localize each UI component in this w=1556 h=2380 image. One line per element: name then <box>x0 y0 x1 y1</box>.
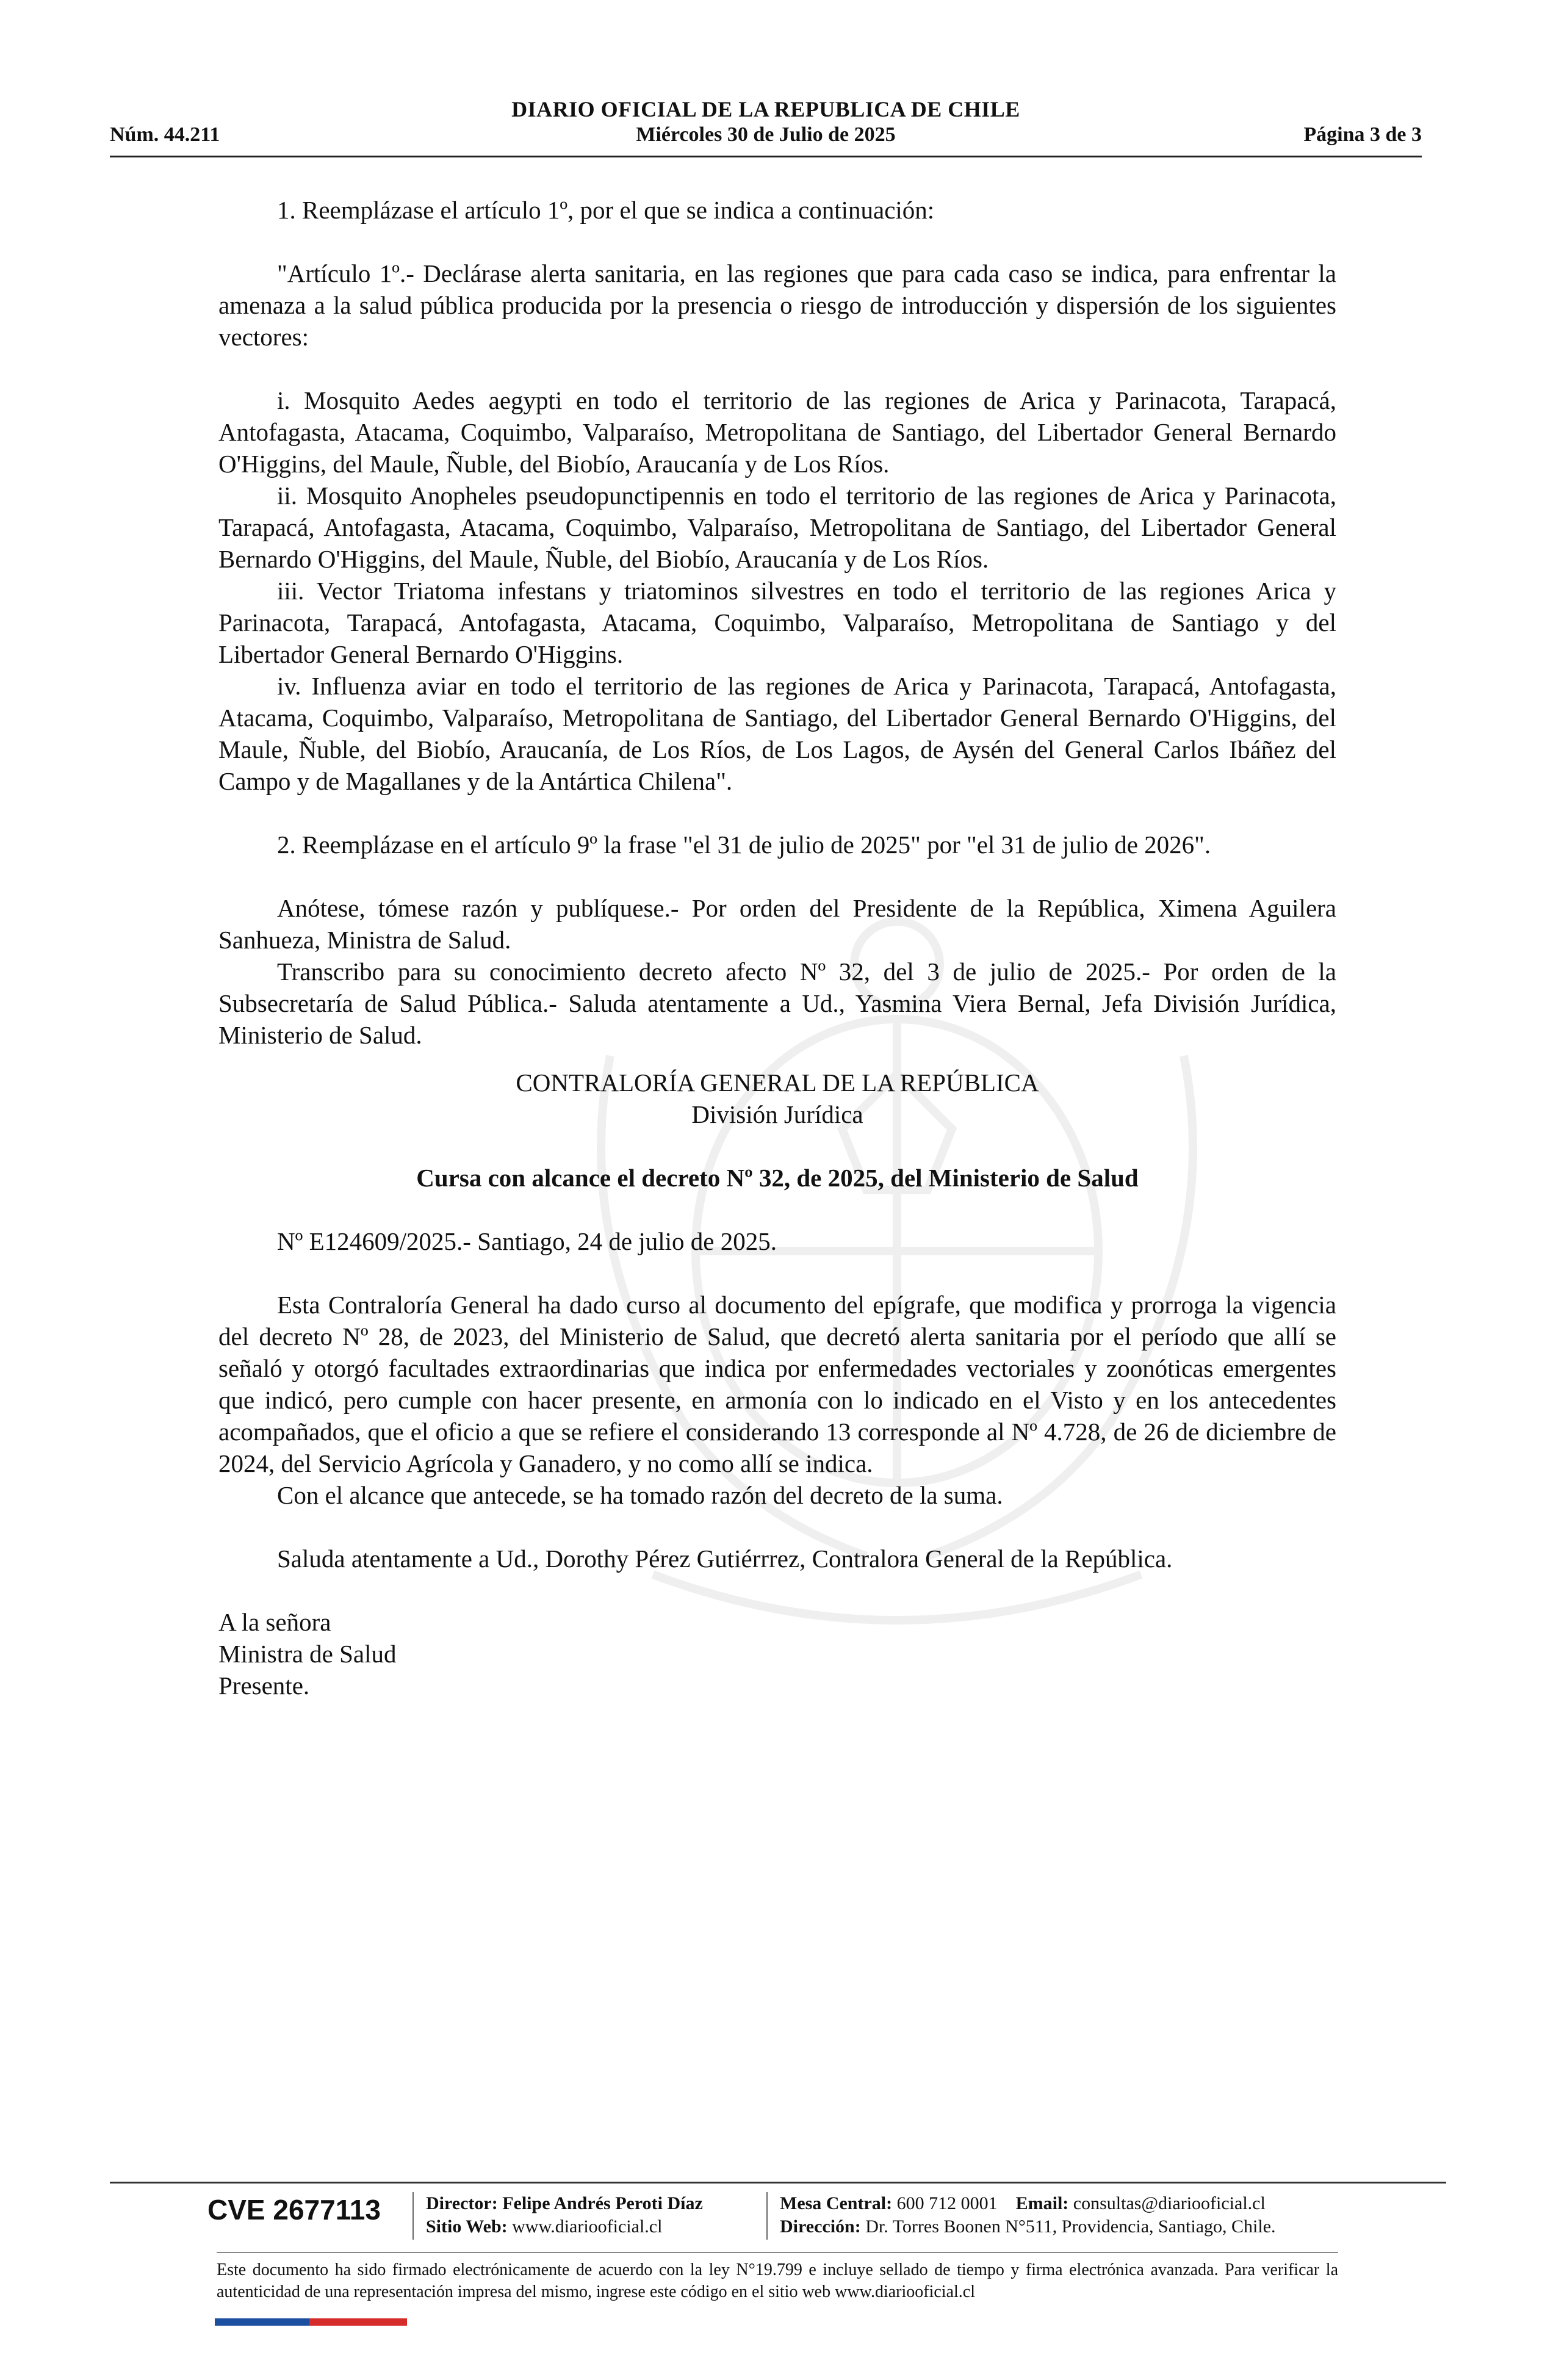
paragraph-publication-order: Anótese, tómese razón y publíquese.- Por orden del Presidente de la República, Ximena Aguilera Sanhueza, Ministra de Salud. <box>218 894 1336 954</box>
director-label: Director: <box>426 2193 498 2213</box>
contraloria-division: División Jurídica <box>691 1100 863 1128</box>
page-indicator: Página 3 de 3 <box>1303 123 1422 146</box>
paragraph-alcance: Con el alcance que antecede, se ha tomado razón del decreto de la suma. <box>277 1481 1003 1509</box>
list-item-iv: iv. Influenza aviar en todo el territorio de las regiones de Arica y Parinacota, Tarapacá, Antofagasta, Atacama, Coquimbo, Valparaíso, Metropolitana de Santiago, del Libertador General Bernardo O'Higgins, del Maule, Ñuble, del Biobío, Araucanía, de Los Ríos, de Los Lagos, de Aysén del General Carlos Ibáñez del Campo y de Magallanes y de la Antártica Chilena". <box>218 672 1336 795</box>
decree-heading: Cursa con alcance el decreto Nº 32, de 2025, del Ministerio de Salud <box>416 1164 1139 1192</box>
mesa-label: Mesa Central: <box>780 2193 893 2213</box>
issue-date: Miércoles 30 de Julio de 2025 <box>636 123 896 146</box>
paragraph-article-1-text: "Artículo 1º.- Declárase alerta sanitaria, en las regiones que para cada caso se indica, para enfrentar la amenaza a la salud pública producida por la presencia o riesgo de introducción y dispersión de los siguientes vectores: <box>218 259 1336 351</box>
footer-separator <box>412 2192 414 2240</box>
document-body <box>218 194 1336 1701</box>
chilean-flag-bar <box>215 2318 407 2326</box>
list-item-iii: iii. Vector Triatoma infestans y triatominos silvestres en todo el territorio de las regiones Arica y Parinacota, Tarapacá, Antofagasta, Atacama, Coquimbo, Valparaíso, Metropolitana de Santiago y del Libertador General Bernardo O'Higgins. <box>218 577 1336 668</box>
addressee-line-1: A la señora <box>218 1608 331 1636</box>
paragraph-contraloria-review: Esta Contraloría General ha dado curso al documento del epígrafe, que modifica y prorroga la vigencia del decreto Nº 28, de 2023, del Ministerio de Salud, que decretó alerta sanitaria por el período que allí se señaló y otorgó facultades extraordinarias que indica por enfermedades vectoriales y zoonóticas emergentes que indicó, pero cumple con hacer presente, en armonía con lo indicado en el Visto y en los antecedentes acompañados, que el oficio a que se refiere el considerando 13 corresponde al Nº 4.728, de 26 de diciembre de 2024, del Servicio Agrícola y Ganadero, y no como allí se indica. <box>218 1291 1336 1477</box>
footer-contact-block <box>780 2192 1276 2238</box>
addressee-line-3: Presente. <box>218 1671 310 1700</box>
flag-blue-segment <box>215 2318 309 2326</box>
cve-code: CVE 2677113 <box>207 2194 381 2226</box>
list-item-ii: ii. Mosquito Anopheles pseudopunctipennis en todo el territorio de las regiones de Arica y Parinacota, Tarapacá, Antofagasta, Atacama, Coquimbo, Valparaíso, Metropolitana de Santiago, del Libertador General Bernardo O'Higgins, del Maule, Ñuble, del Biobío, Araucanía y de Los Ríos. <box>218 481 1336 573</box>
flag-red-segment <box>309 2318 407 2326</box>
addressee-line-2: Ministra de Salud <box>218 1640 397 1668</box>
paragraph-replace-article-1: 1. Reemplázase el artículo 1º, por el que se indica a continuación: <box>277 196 935 224</box>
publication-title: DIARIO OFICIAL DE LA REPUBLICA DE CHILE <box>511 97 1020 121</box>
mesa-phone: 600 712 0001 <box>896 2193 998 2213</box>
page-header <box>110 96 1422 164</box>
website-label: Sitio Web: <box>426 2216 508 2237</box>
email-link[interactable]: consultas@diariooficial.cl <box>1073 2193 1266 2213</box>
contraloria-title: CONTRALORÍA GENERAL DE LA REPÚBLICA <box>516 1069 1039 1097</box>
director-name: Felipe Andrés Peroti Díaz <box>502 2193 703 2213</box>
footer-inner-divider <box>217 2252 1338 2253</box>
address-label: Dirección: <box>780 2216 861 2237</box>
list-item-i: i. Mosquito Aedes aegypti en todo el territorio de las regiones de Arica y Parinacota, Tarapacá, Antofagasta, Atacama, Coquimbo, Valparaíso, Metropolitana de Santiago, del Libertador General Bernardo O'Higgins, del Maule, Ñuble, del Biobío, Araucanía y de Los Ríos. <box>218 386 1336 478</box>
email-label: Email: <box>1015 2193 1069 2213</box>
paragraph-transcription: Transcribo para su conocimiento decreto afecto Nº 32, del 3 de julio de 2025.- Por orden de la Subsecretaría de Salud Pública.- Saluda atentamente a Ud., Yasmina Viera Bernal, Jefa División Jurídica, Ministerio de Salud. <box>218 957 1336 1049</box>
website-link[interactable]: www.diariooficial.cl <box>512 2216 663 2237</box>
footer-director-block <box>426 2192 703 2238</box>
electronic-signature-note: Este documento ha sido firmado electrónicamente de acuerdo con la ley N°19.799 e incluye sellado de tiempo y firma electrónica avanzada. Para verificar la autenticidad de una representación impresa del mismo, ingrese este código en el sitio web www.diariooficial.cl <box>217 2260 1338 2301</box>
header-divider <box>110 156 1422 157</box>
address-value: Dr. Torres Boonen N°511, Providencia, Santiago, Chile. <box>865 2216 1276 2237</box>
footer-divider <box>110 2182 1446 2183</box>
paragraph-salutation: Saluda atentamente a Ud., Dorothy Pérez Gutiérrrez, Contralora General de la República. <box>277 1545 1173 1573</box>
footer-separator <box>766 2192 768 2240</box>
reference-line: Nº E124609/2025.- Santiago, 24 de julio de 2025. <box>277 1227 777 1255</box>
paragraph-replace-article-9: 2. Reemplázase en el artículo 9º la frase "el 31 de julio de 2025" por "el 31 de julio de 2026". <box>277 831 1211 859</box>
issue-number: Núm. 44.211 <box>110 123 220 146</box>
